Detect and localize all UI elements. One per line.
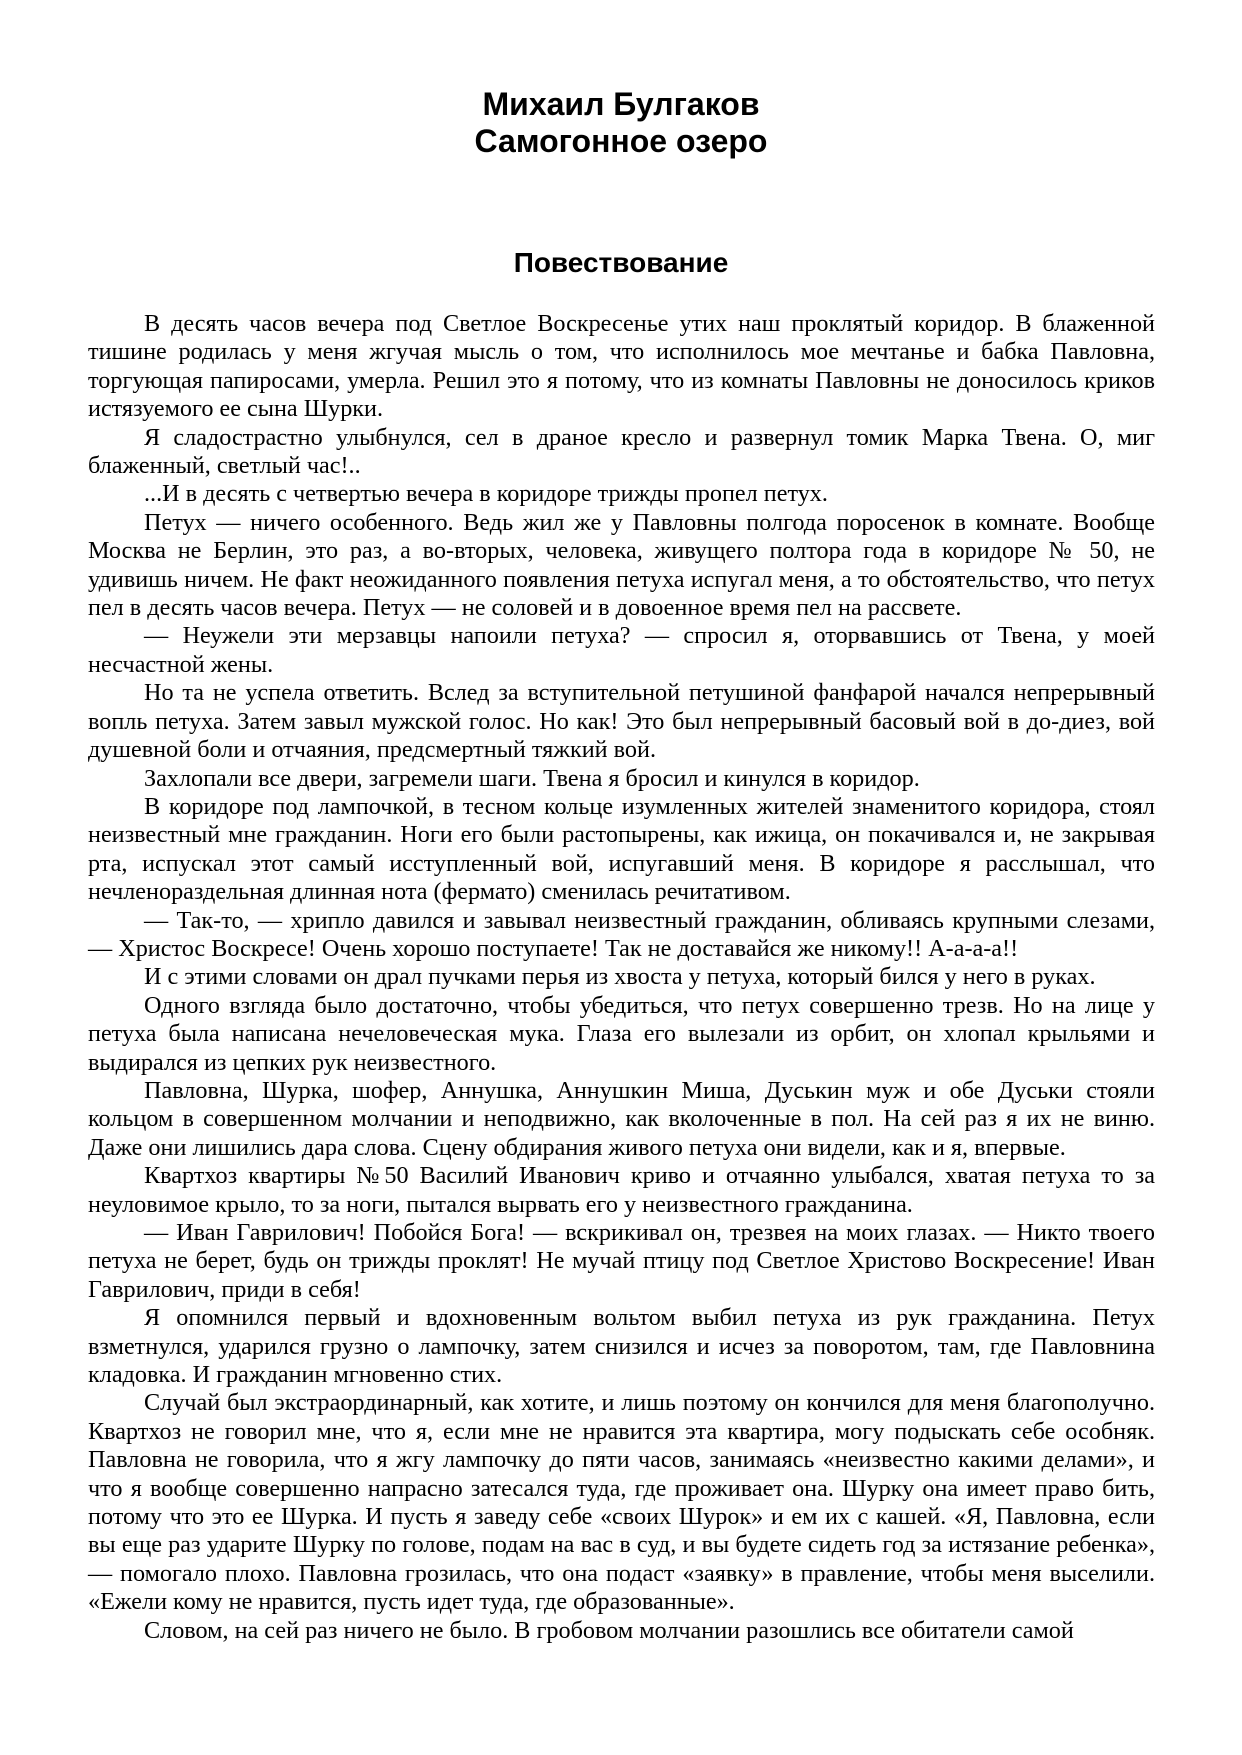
paragraph: Случай был экстраординарный, как хотите, и лишь поэтому он кончился для меня благополучно. Квартхоз не говорил мне, что я, если мне не нравится эта квартира, могу подыскать себе особняк. Павловна не говорила, что я жгу лампочку до пяти часов, занимаясь «неизвестно какими делами», и что я вообще совершенно напрасно затесался туда, где проживает она. Шурку она имеет право бить, потому что это ее Шурка. И пусть я заведу себе «своих Шурок» и ем их с кашей. «Я, Павловна, если вы еще раз ударите Шурку по голове, подам на вас в суд, и вы будете сидеть год за истязание ребенка», — помогало плохо. Павловна грозилась, что она подаст «заявку» в правление, чтобы меня выселили. «Ежели кому не нравится, пусть идет туда, где образованные».	[88, 1389, 1155, 1616]
body-text	[88, 310, 1155, 1645]
paragraph: — Неужели эти мерзавцы напоили петуха? — спросил я, оторвавшись от Твена, у моей несчастной жены.	[88, 622, 1155, 678]
paragraph: И с этими словами он драл пучками перья из хвоста у петуха, который бился у него в руках.	[144, 963, 1096, 991]
paragraph: Петух — ничего особенного. Ведь жил же у Павловны полгода поросенок в комнате. Вообще Москва не Берлин, это раз, а во-вторых, человека, живущего полтора года в коридоре № 50, не удивишь ничем. Не факт неожиданного появления петуха испугал меня, а то обстоятельство, что петух пел в десять часов вечера. Петух — не соловей и в довоенное время пел на рассвете.	[88, 508, 1155, 622]
author-name: Михаил Булгаков	[482, 86, 760, 122]
paragraph: В десять часов вечера под Светлое Воскресенье утих наш проклятый коридор. В блаженной тишине родилась у меня жгучая мысль о том, что исполнилось мое мечтанье и бабка Павловна, торгующая папиросами, умерла. Решил это я потому, что из комнаты Павловны не доносилось криков истязуемого ее сына Шурки.	[88, 310, 1155, 423]
paragraph: Захлопали все двери, загремели шаги. Твена я бросил и кинулся в коридор.	[144, 764, 920, 792]
title-block	[0, 86, 1242, 160]
paragraph: Павловна, Шурка, шофер, Аннушка, Аннушкин Миша, Дуськин муж и обе Дуськи стояли кольцом в совершенном молчании и неподвижно, как вколоченные в пол. На сей раз я их не виню. Даже они лишились дара слова. Сцену обдирания живого петуха они видели, как и я, впервые.	[88, 1076, 1155, 1161]
section-heading: Повествование	[513, 247, 729, 278]
paragraph: Одного взгляда было достаточно, чтобы убедиться, что петух совершенно трезв. Но на лице у петуха была написана нечеловеческая мука. Глаза его вылезали из орбит, он хлопал крыльями и выдирался из цепких рук неизвестного.	[88, 991, 1155, 1076]
paragraph: — Так-то, — хрипло давился и завывал неизвестный гражданин, обливаясь крупными слезами, — Христос Воскресе! Очень хорошо поступаете! Так не доставайся же никому!! А-а-а-а!!	[88, 906, 1155, 962]
paragraph: Но та не успела ответить. Вслед за вступительной петушиной фанфарой начался непрерывный вопль петуха. Затем завыл мужской голос. Но как! Это был непрерывный басовый вой в до-диез, вой душевной боли и отчаяния, предсмертный тяжкий вой.	[88, 679, 1155, 764]
paragraph: В коридоре под лампочкой, в тесном кольце изумленных жителей знаменитого коридора, стоял неизвестный мне гражданин. Ноги его были растопырены, как ижица, он покачивался и, не закрывая рта, испускал этот самый исступленный вой, испугавший меня. В коридоре я расслышал, что нечленораздельная длинная нота (фермато) сменилась речитативом.	[88, 792, 1155, 906]
paragraph: Словом, на сей раз ничего не было. В гробовом молчании разошлись все обитатели самой	[144, 1616, 1074, 1644]
work-title: Самогонное озеро	[474, 123, 768, 159]
paragraph: Я опомнился первый и вдохновенным вольтом выбил петуха из рук гражданина. Петух взметнулся, ударился грузно о лампочку, затем снизился и исчез за поворотом, там, где Павловнина кладовка. И гражданин мгновенно стих.	[88, 1304, 1155, 1389]
paragraph: Я сладострастно улыбнулся, сел в драное кресло и развернул томик Марка Твена. О, миг блаженный, светлый час!..	[88, 423, 1155, 480]
paragraph: — Иван Гаврилович! Побойся Бога! — вскрикивал он, трезвея на моих глазах. — Никто твоего петуха не берет, будь он трижды проклят! Не мучай птицу под Светлое Христово Воскресение! Иван Гаврилович, приди в себя!	[88, 1219, 1155, 1303]
paragraph: Квартхоз квартиры №50 Василий Иванович криво и отчаянно улыбался, хватая петуха то за неуловимое крыло, то за ноги, пытался вырвать его у неизвестного гражданина.	[88, 1162, 1155, 1218]
paragraph: ...И в десять с четвертью вечера в коридоре трижды пропел петух.	[144, 480, 828, 508]
